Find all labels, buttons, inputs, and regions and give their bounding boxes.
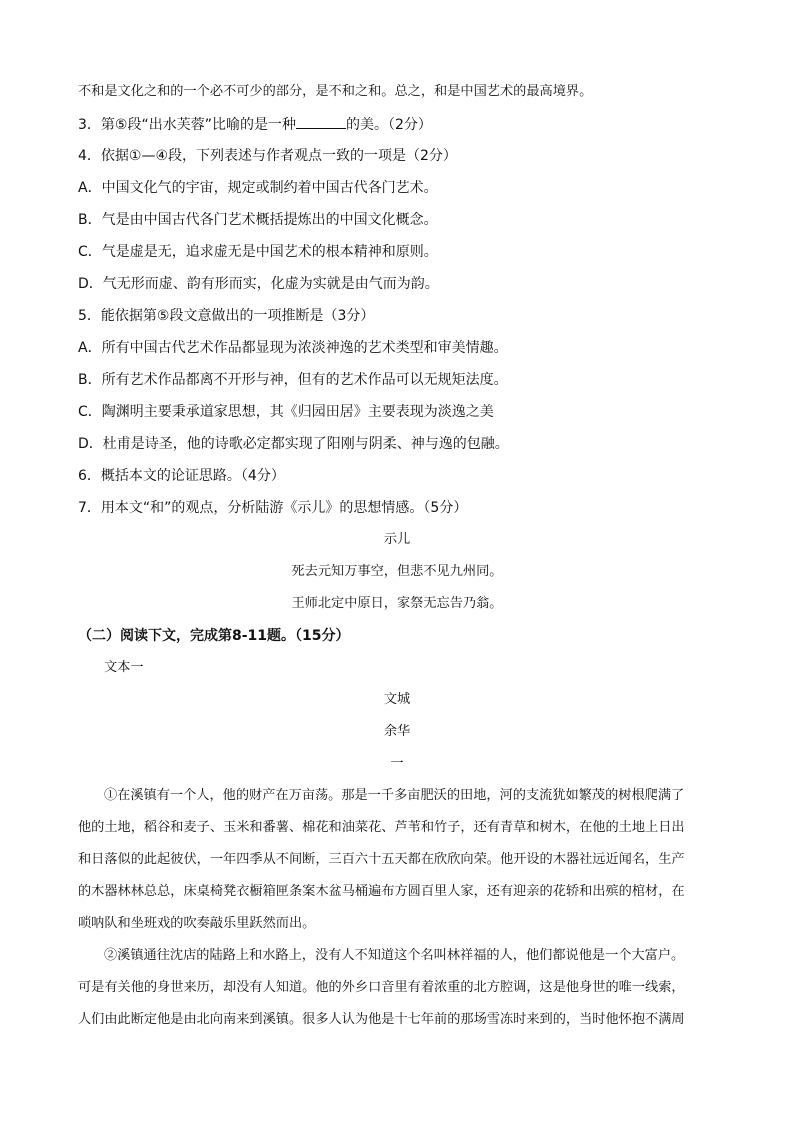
paragraph-2-line: 人们由此断定他是由北向南来到溪镇。很多人认为他是十七年前的那场雪冻时来到的，当时他怀抱不满周: [78, 1012, 685, 1027]
text-label: 文本一: [104, 660, 144, 675]
question-4-option-a: A．中国文化气的宇宙，规定或制约着中国古代各门艺术。: [78, 180, 438, 196]
question-3: [78, 114, 432, 135]
question-3-text-before: 3．第⑤段“出水芙蓉”比喻的是一种: [78, 117, 296, 133]
poem-line-1: 死去元知万事空，但悲不见九州同。: [291, 564, 503, 579]
question-5-option-b: B．所有艺术作品都离不开形与神，但有的艺术作品可以无规矩法度。: [78, 372, 508, 388]
question-4-option-c: C．气是虚是无，追求虚无是中国艺术的根本精神和原则。: [78, 244, 438, 260]
paragraph-1-line: 唢呐队和坐班戏的吹奏敲乐里跃然而出。: [78, 916, 316, 931]
question-7: 7．用本文“和”的观点，分析陆游《示儿》的思想情感。（5分）: [78, 500, 468, 516]
paragraph-2-line: 可是有关他的身世来历，却没有人知道。他的外乡口音里有着浓重的北方腔调，这是他身世的唯一线索，: [78, 980, 685, 995]
question-5-stem: 5．能依据第⑤段文意做出的一项推断是（3分）: [78, 308, 375, 324]
paragraph-1-line: ①在溪镇有一个人，他的财产在万亩荡。那是一千多亩肥沃的田地，河的支流犹如繁茂的树根爬满了: [104, 788, 685, 803]
continued-text-line: 不和是文化之和的一个必不可少的部分，是不和之和。总之，和是中国艺术的最高境界。: [78, 84, 593, 99]
poem-title: 示儿: [383, 532, 411, 547]
paragraph-2-line: ②溪镇通往沈店的陆路上和水路上，没有人不知道这个名叫林祥福的人，他们都说他是一个大富户。: [104, 948, 685, 963]
paragraph-1-line: 他的土地，稻谷和麦子、玉米和番薯、棉花和油菜花、芦苇和竹子，还有青草和树木，在他的土地上日出: [78, 820, 685, 835]
poem-line-2: 王师北定中原日，家祭无忘告乃翁。: [291, 596, 503, 611]
question-3-text-after: 的美。（2分）: [345, 117, 432, 133]
story-title: 文城: [383, 692, 411, 707]
question-5-option-a: A．所有中国古代艺术作品都显现为浓淡神逸的艺术类型和审美情趣。: [78, 340, 508, 356]
answer-blank: [296, 114, 346, 129]
story-author: 余华: [383, 724, 411, 739]
paragraph-1-line: 的木器林林总总，床桌椅凳衣橱箱匣条案木盆马桶遍布方圆百里人家，还有迎亲的花轿和出殡的棺材，在: [78, 884, 685, 899]
section-heading: （二）阅读下文，完成第8-11题。（15分）: [78, 628, 350, 644]
question-5-option-c: C．陶渊明主要秉承道家思想，其《归园田居》主要表现为淡逸之美: [78, 404, 494, 420]
question-6: 6．概括本文的论证思路。（4分）: [78, 468, 285, 484]
question-4-option-b: B．气是由中国古代各门艺术概括提炼出的中国文化概念。: [78, 212, 438, 228]
paragraph-1-line: 和日落似的此起彼伏，一年四季从不间断，三百六十五天都在欣欣向荣。他开设的木器社远近闻名，生产: [78, 852, 685, 867]
question-4-option-d: D．气无形而虚、韵有形而实，化虚为实就是由气而为韵。: [78, 276, 439, 292]
question-4-stem: 4．依据①—④段，下列表述与作者观点一致的一项是（2分）: [78, 148, 457, 164]
part-number: 一: [390, 756, 404, 771]
question-5-option-d: D．杜甫是诗圣，他的诗歌必定都实现了阳刚与阴柔、神与逸的包融。: [78, 436, 509, 452]
